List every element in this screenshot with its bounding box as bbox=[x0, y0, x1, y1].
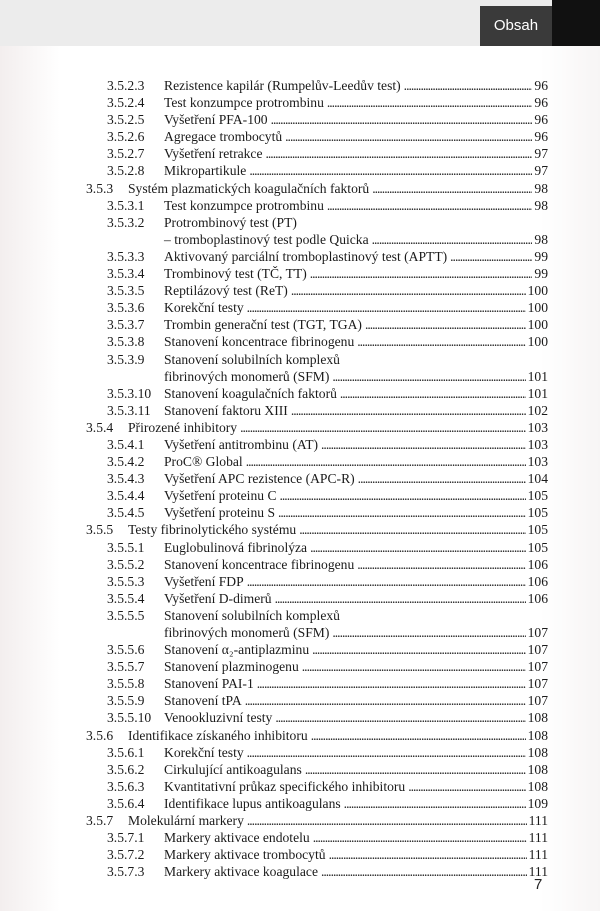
toc-entry-number: 3.5.2.6 bbox=[107, 129, 145, 145]
toc-entry bbox=[78, 863, 548, 880]
toc-entry bbox=[78, 778, 548, 795]
toc-entry-number: 3.5.3.4 bbox=[107, 266, 145, 282]
toc-entry-page: 106 bbox=[527, 590, 548, 606]
toc-leader-dots bbox=[278, 504, 526, 521]
toc-entry-page: 101 bbox=[527, 385, 548, 401]
toc-leader-dots bbox=[321, 863, 527, 880]
toc-entry bbox=[78, 282, 548, 299]
toc-entry bbox=[78, 692, 548, 709]
toc-entry-page: 103 bbox=[527, 419, 548, 435]
toc-entry-page: 108 bbox=[527, 778, 548, 794]
toc-entry-title: Stanovení koncentrace fibrinogenu bbox=[164, 334, 355, 350]
toc-entry bbox=[78, 487, 548, 504]
toc-leader-dots bbox=[332, 624, 525, 641]
toc-entry-page: 108 bbox=[527, 761, 548, 777]
toc-entry-page: 111 bbox=[528, 864, 548, 880]
toc-entry-number: 3.5.6 bbox=[86, 727, 114, 743]
toc-entry bbox=[78, 675, 548, 692]
table-of-contents bbox=[78, 77, 548, 880]
toc-entry-number: 3.5.3.3 bbox=[107, 248, 145, 264]
toc-leader-dots bbox=[329, 846, 527, 863]
toc-entry-number: 3.5.7.3 bbox=[107, 864, 145, 880]
toc-leader-dots bbox=[247, 744, 526, 761]
toc-entry-page: 98 bbox=[534, 197, 548, 213]
toc-leader-dots bbox=[299, 521, 525, 538]
toc-leader-dots bbox=[408, 778, 525, 795]
toc-entry-page: 99 bbox=[534, 266, 548, 282]
toc-entry-title: Korekční testy bbox=[164, 300, 244, 316]
toc-leader-dots bbox=[358, 470, 526, 487]
toc-entry bbox=[78, 402, 548, 419]
toc-entry-page: 108 bbox=[527, 727, 548, 743]
toc-entry-title: Stanovení faktoru XIII bbox=[164, 402, 288, 418]
toc-entry bbox=[78, 556, 548, 573]
toc-entry-page: 108 bbox=[527, 710, 548, 726]
toc-entry bbox=[78, 590, 548, 607]
toc-entry bbox=[78, 333, 548, 350]
toc-leader-dots bbox=[310, 539, 526, 556]
toc-entry-title: Mikropartikule bbox=[164, 163, 247, 179]
toc-leader-dots bbox=[365, 316, 526, 333]
toc-entry bbox=[78, 436, 548, 453]
toc-leader-dots bbox=[291, 402, 526, 419]
toc-entry bbox=[78, 231, 548, 248]
toc-entry-number: 3.5.4.2 bbox=[107, 454, 145, 470]
toc-entry-title: Molekulární markery bbox=[128, 813, 244, 829]
toc-leader-dots bbox=[327, 197, 533, 214]
toc-entry-title: Kvantitativní průkaz specifického inhibitoru bbox=[164, 778, 406, 794]
toc-entry bbox=[78, 368, 548, 385]
toc-entry-number: 3.5.3 bbox=[86, 180, 114, 196]
toc-entry-number: 3.5.4.4 bbox=[107, 488, 145, 504]
toc-entry-number: 3.5.3.11 bbox=[107, 402, 151, 418]
toc-leader-dots bbox=[275, 709, 525, 726]
toc-entry-title: Vyšetření proteinu C bbox=[164, 488, 277, 504]
toc-entry-number: 3.5.3.8 bbox=[107, 334, 145, 350]
toc-entry-title: Identifikace lupus antikoagulans bbox=[164, 795, 341, 811]
toc-entry bbox=[78, 145, 548, 162]
toc-entry bbox=[78, 470, 548, 487]
toc-entry bbox=[78, 573, 548, 590]
toc-entry-title: Test konzumpce protrombinu bbox=[164, 95, 324, 111]
toc-entry-title: Markery aktivace koagulace bbox=[164, 864, 318, 880]
toc-entry-title: Markery aktivace trombocytů bbox=[164, 847, 326, 863]
toc-leader-dots bbox=[266, 145, 533, 162]
toc-entry-number: 3.5.3.9 bbox=[107, 351, 145, 367]
toc-leader-dots bbox=[344, 795, 526, 812]
toc-entry-title: Euglobulinová fibrinolýza bbox=[164, 539, 308, 555]
toc-entry-title: Vyšetření retrakce bbox=[164, 146, 263, 162]
toc-entry-number: 3.5.3.10 bbox=[107, 385, 152, 401]
toc-entry-page: 96 bbox=[534, 78, 548, 93]
toc-entry-title: Vyšetření D-dimerů bbox=[164, 590, 272, 606]
toc-leader-dots bbox=[240, 419, 526, 436]
toc-leader-dots bbox=[246, 453, 526, 470]
toc-entry-title: Test konzumpce protrombinu bbox=[164, 197, 324, 213]
toc-leader-dots bbox=[357, 556, 525, 573]
toc-entry bbox=[78, 128, 548, 145]
toc-entry-title: Stanovení α₂-antiplazminu bbox=[164, 642, 310, 658]
toc-entry-title: Testy fibrinolytického systému bbox=[128, 522, 297, 538]
toc-leader-dots bbox=[327, 94, 533, 111]
toc-entry-number: 3.5.2.3 bbox=[107, 78, 145, 93]
toc-entry-number: 3.5.3.1 bbox=[107, 197, 145, 213]
toc-leader-dots bbox=[247, 812, 527, 829]
toc-entry-page: 111 bbox=[528, 813, 548, 829]
header-edge-block bbox=[552, 0, 600, 46]
toc-entry bbox=[78, 846, 548, 863]
toc-leader-dots bbox=[249, 162, 532, 179]
toc-entry bbox=[78, 214, 548, 231]
toc-entry-title: Vyšetření APC rezistence (APC-R) bbox=[164, 471, 355, 487]
toc-entry-page: 96 bbox=[534, 129, 548, 145]
toc-entry bbox=[78, 162, 548, 179]
toc-entry bbox=[78, 624, 548, 641]
toc-entry-page: 111 bbox=[528, 830, 548, 846]
toc-leader-dots bbox=[372, 180, 532, 197]
toc-entry-title: Protrombinový test (PT) bbox=[164, 214, 297, 230]
toc-leader-dots bbox=[310, 265, 533, 282]
toc-entry-number: 3.5.2.5 bbox=[107, 112, 145, 128]
toc-leader-dots bbox=[372, 231, 533, 248]
toc-leader-dots bbox=[321, 436, 526, 453]
toc-entry bbox=[78, 727, 548, 744]
toc-entry-page: 103 bbox=[527, 454, 548, 470]
toc-entry-page: 100 bbox=[527, 317, 548, 333]
toc-leader-dots bbox=[450, 248, 532, 265]
toc-entry-number: 3.5.2.7 bbox=[107, 146, 145, 162]
toc-entry-title: fibrinových monomerů (SFM) bbox=[164, 625, 330, 640]
toc-entry-title: fibrinových monomerů (SFM) bbox=[164, 368, 330, 384]
toc-entry-page: 107 bbox=[527, 659, 548, 675]
toc-entry-page: 97 bbox=[534, 146, 548, 162]
toc-entry bbox=[78, 385, 548, 402]
toc-entry-number: 3.5.2.8 bbox=[107, 163, 145, 179]
toc-entry-number: 3.5.5.3 bbox=[107, 573, 145, 589]
toc-entry-title: Korekční testy bbox=[164, 744, 244, 760]
toc-leader-dots bbox=[285, 128, 532, 145]
toc-leader-dots bbox=[357, 333, 525, 350]
toc-leader-dots bbox=[340, 385, 526, 402]
toc-entry-number: 3.5.4.5 bbox=[107, 505, 145, 521]
toc-entry-title: Vyšetření FDP bbox=[164, 573, 244, 589]
toc-entry-title: Cirkulující antikoagulans bbox=[164, 761, 302, 777]
toc-entry-page: 105 bbox=[527, 539, 548, 555]
toc-entry bbox=[78, 504, 548, 521]
toc-entry-page: 100 bbox=[527, 334, 548, 350]
toc-entry bbox=[78, 829, 548, 846]
toc-leader-dots bbox=[313, 829, 527, 846]
toc-entry-page: 98 bbox=[534, 231, 548, 247]
toc-entry-page: 107 bbox=[527, 693, 548, 709]
toc-entry-title: Stanovení tPA bbox=[164, 693, 242, 709]
page-number: 7 bbox=[534, 876, 543, 893]
toc-entry-number: 3.5.7 bbox=[86, 813, 114, 829]
toc-entry-number: 3.5.6.3 bbox=[107, 778, 145, 794]
toc-entry-page: 111 bbox=[528, 847, 548, 863]
toc-entry-number: 3.5.4 bbox=[86, 419, 114, 435]
toc-entry-number: 3.5.6.4 bbox=[107, 795, 145, 811]
toc-entry-title: Trombin generační test (TGT, TGA) bbox=[164, 317, 362, 333]
toc-leader-dots bbox=[291, 282, 526, 299]
toc-entry-title: ProC® Global bbox=[164, 454, 243, 470]
toc-entry bbox=[78, 248, 548, 265]
toc-entry-title: Agregace trombocytů bbox=[164, 129, 283, 145]
toc-entry-number: 3.5.3.6 bbox=[107, 300, 145, 316]
toc-entry-page: 99 bbox=[534, 248, 548, 264]
toc-entry bbox=[78, 641, 548, 658]
toc-entry-title: Vyšetření PFA-100 bbox=[164, 112, 268, 128]
toc-entry-number: 3.5.6.1 bbox=[107, 744, 145, 760]
section-tab: Obsah bbox=[480, 6, 552, 46]
toc-entry-number: 3.5.5.9 bbox=[107, 693, 145, 709]
toc-entry-page: 105 bbox=[527, 488, 548, 504]
toc-entry bbox=[78, 77, 548, 94]
toc-entry-page: 100 bbox=[527, 300, 548, 316]
toc-entry-number: 3.5.5.1 bbox=[107, 539, 145, 555]
toc-entry-number: 3.5.3.5 bbox=[107, 283, 145, 299]
toc-leader-dots bbox=[245, 692, 526, 709]
toc-entry-title: Rezistence kapilár (Rumpelův-Leedův test) bbox=[164, 78, 401, 93]
toc-entry bbox=[78, 316, 548, 333]
toc-entry-title: Identifikace získaného inhibitoru bbox=[128, 727, 308, 743]
toc-entry-page: 106 bbox=[527, 556, 548, 572]
toc-entry-title: Přirozené inhibitory bbox=[128, 419, 238, 435]
toc-entry-number: 3.5.5.6 bbox=[107, 642, 145, 658]
toc-entry-number: 3.5.4.1 bbox=[107, 436, 145, 452]
toc-entry-number: 3.5.5.10 bbox=[107, 710, 152, 726]
toc-entry-title: Stanovení plazminogenu bbox=[164, 659, 299, 675]
toc-leader-dots bbox=[271, 111, 533, 128]
toc-leader-dots bbox=[257, 675, 526, 692]
toc-entry-page: 107 bbox=[527, 625, 548, 640]
toc-entry-page: 98 bbox=[534, 180, 548, 196]
toc-entry-number: 3.5.4.3 bbox=[107, 471, 145, 487]
toc-leader-dots bbox=[275, 590, 526, 607]
toc-entry-title: Stanovení PAI-1 bbox=[164, 676, 254, 692]
toc-entry bbox=[78, 658, 548, 675]
toc-entry-page: 106 bbox=[527, 573, 548, 589]
toc-entry-title: Vyšetření proteinu S bbox=[164, 505, 275, 521]
toc-entry bbox=[78, 744, 548, 761]
toc-leader-dots bbox=[332, 368, 525, 385]
toc-entry bbox=[78, 351, 548, 368]
toc-entry-page: 107 bbox=[527, 676, 548, 692]
toc-entry bbox=[78, 521, 548, 538]
toc-entry-page: 102 bbox=[527, 402, 548, 418]
toc-entry-title: Vyšetření antitrombinu (AT) bbox=[164, 436, 319, 452]
toc-entry-page: 97 bbox=[534, 163, 548, 179]
toc-entry-page: 103 bbox=[527, 436, 548, 452]
toc-entry bbox=[78, 265, 548, 282]
toc-leader-dots bbox=[312, 641, 525, 658]
toc-entry bbox=[78, 419, 548, 436]
toc-entry bbox=[78, 299, 548, 316]
toc-entry-number: 3.5.5 bbox=[86, 522, 114, 538]
toc-entry-title: Stanovení koncentrace fibrinogenu bbox=[164, 556, 355, 572]
toc-entry-page: 107 bbox=[527, 642, 548, 658]
toc-entry-page: 96 bbox=[534, 112, 548, 128]
toc-entry-page: 105 bbox=[527, 505, 548, 521]
toc-entry-title: Stanovení solubilních komplexů bbox=[164, 351, 340, 367]
toc-entry-title: Stanovení solubilních komplexů bbox=[164, 607, 340, 623]
toc-entry-page: 104 bbox=[527, 471, 548, 487]
toc-entry-page: 101 bbox=[527, 368, 548, 384]
toc-leader-dots bbox=[305, 761, 526, 778]
toc-entry bbox=[78, 812, 548, 829]
toc-entry-page: 105 bbox=[527, 522, 548, 538]
toc-leader-dots bbox=[247, 299, 526, 316]
toc-entry-title: Reptilázový test (ReT) bbox=[164, 283, 288, 299]
toc-leader-dots bbox=[280, 487, 526, 504]
toc-entry bbox=[78, 94, 548, 111]
toc-entry-number: 3.5.2.4 bbox=[107, 95, 145, 111]
toc-entry-title: Aktivovaný parciální tromboplastinový test (APTT) bbox=[164, 248, 448, 264]
toc-entry bbox=[78, 795, 548, 812]
toc-entry-number: 3.5.5.2 bbox=[107, 556, 145, 572]
toc-entry-title: Systém plazmatických koagulačních faktorů bbox=[128, 180, 370, 196]
toc-entry-number: 3.5.3.7 bbox=[107, 317, 145, 333]
toc-entry-number: 3.5.7.2 bbox=[107, 847, 145, 863]
toc-entry-page: 100 bbox=[527, 283, 548, 299]
toc-entry-number: 3.5.5.8 bbox=[107, 676, 145, 692]
toc-entry bbox=[78, 607, 548, 624]
toc-entry-number: 3.5.6.2 bbox=[107, 761, 145, 777]
toc-entry bbox=[78, 761, 548, 778]
toc-entry-number: 3.5.3.2 bbox=[107, 214, 145, 230]
toc-entry-title: – tromboplastinový test podle Quicka bbox=[164, 231, 369, 247]
toc-entry-number: 3.5.5.4 bbox=[107, 590, 145, 606]
toc-entry-page: 109 bbox=[527, 795, 548, 811]
toc-entry bbox=[78, 180, 548, 197]
toc-entry-title: Venookluzivní testy bbox=[164, 710, 273, 726]
toc-entry-number: 3.5.5.5 bbox=[107, 607, 145, 623]
toc-leader-dots bbox=[302, 658, 526, 675]
toc-entry bbox=[78, 111, 548, 128]
toc-entry-title: Stanovení koagulačních faktorů bbox=[164, 385, 337, 401]
toc-entry bbox=[78, 539, 548, 556]
toc-entry-page: 108 bbox=[527, 744, 548, 760]
toc-leader-dots bbox=[311, 727, 526, 744]
toc-entry-page: 96 bbox=[534, 95, 548, 111]
toc-entry-title: Trombinový test (TČ, TT) bbox=[164, 266, 307, 282]
toc-entry bbox=[78, 197, 548, 214]
toc-entry-title: Markery aktivace endotelu bbox=[164, 830, 310, 846]
toc-entry-number: 3.5.5.7 bbox=[107, 659, 145, 675]
toc-entry bbox=[78, 709, 548, 726]
toc-leader-dots bbox=[404, 77, 533, 94]
toc-entry bbox=[78, 453, 548, 470]
toc-leader-dots bbox=[247, 573, 526, 590]
toc-entry-number: 3.5.7.1 bbox=[107, 830, 145, 846]
